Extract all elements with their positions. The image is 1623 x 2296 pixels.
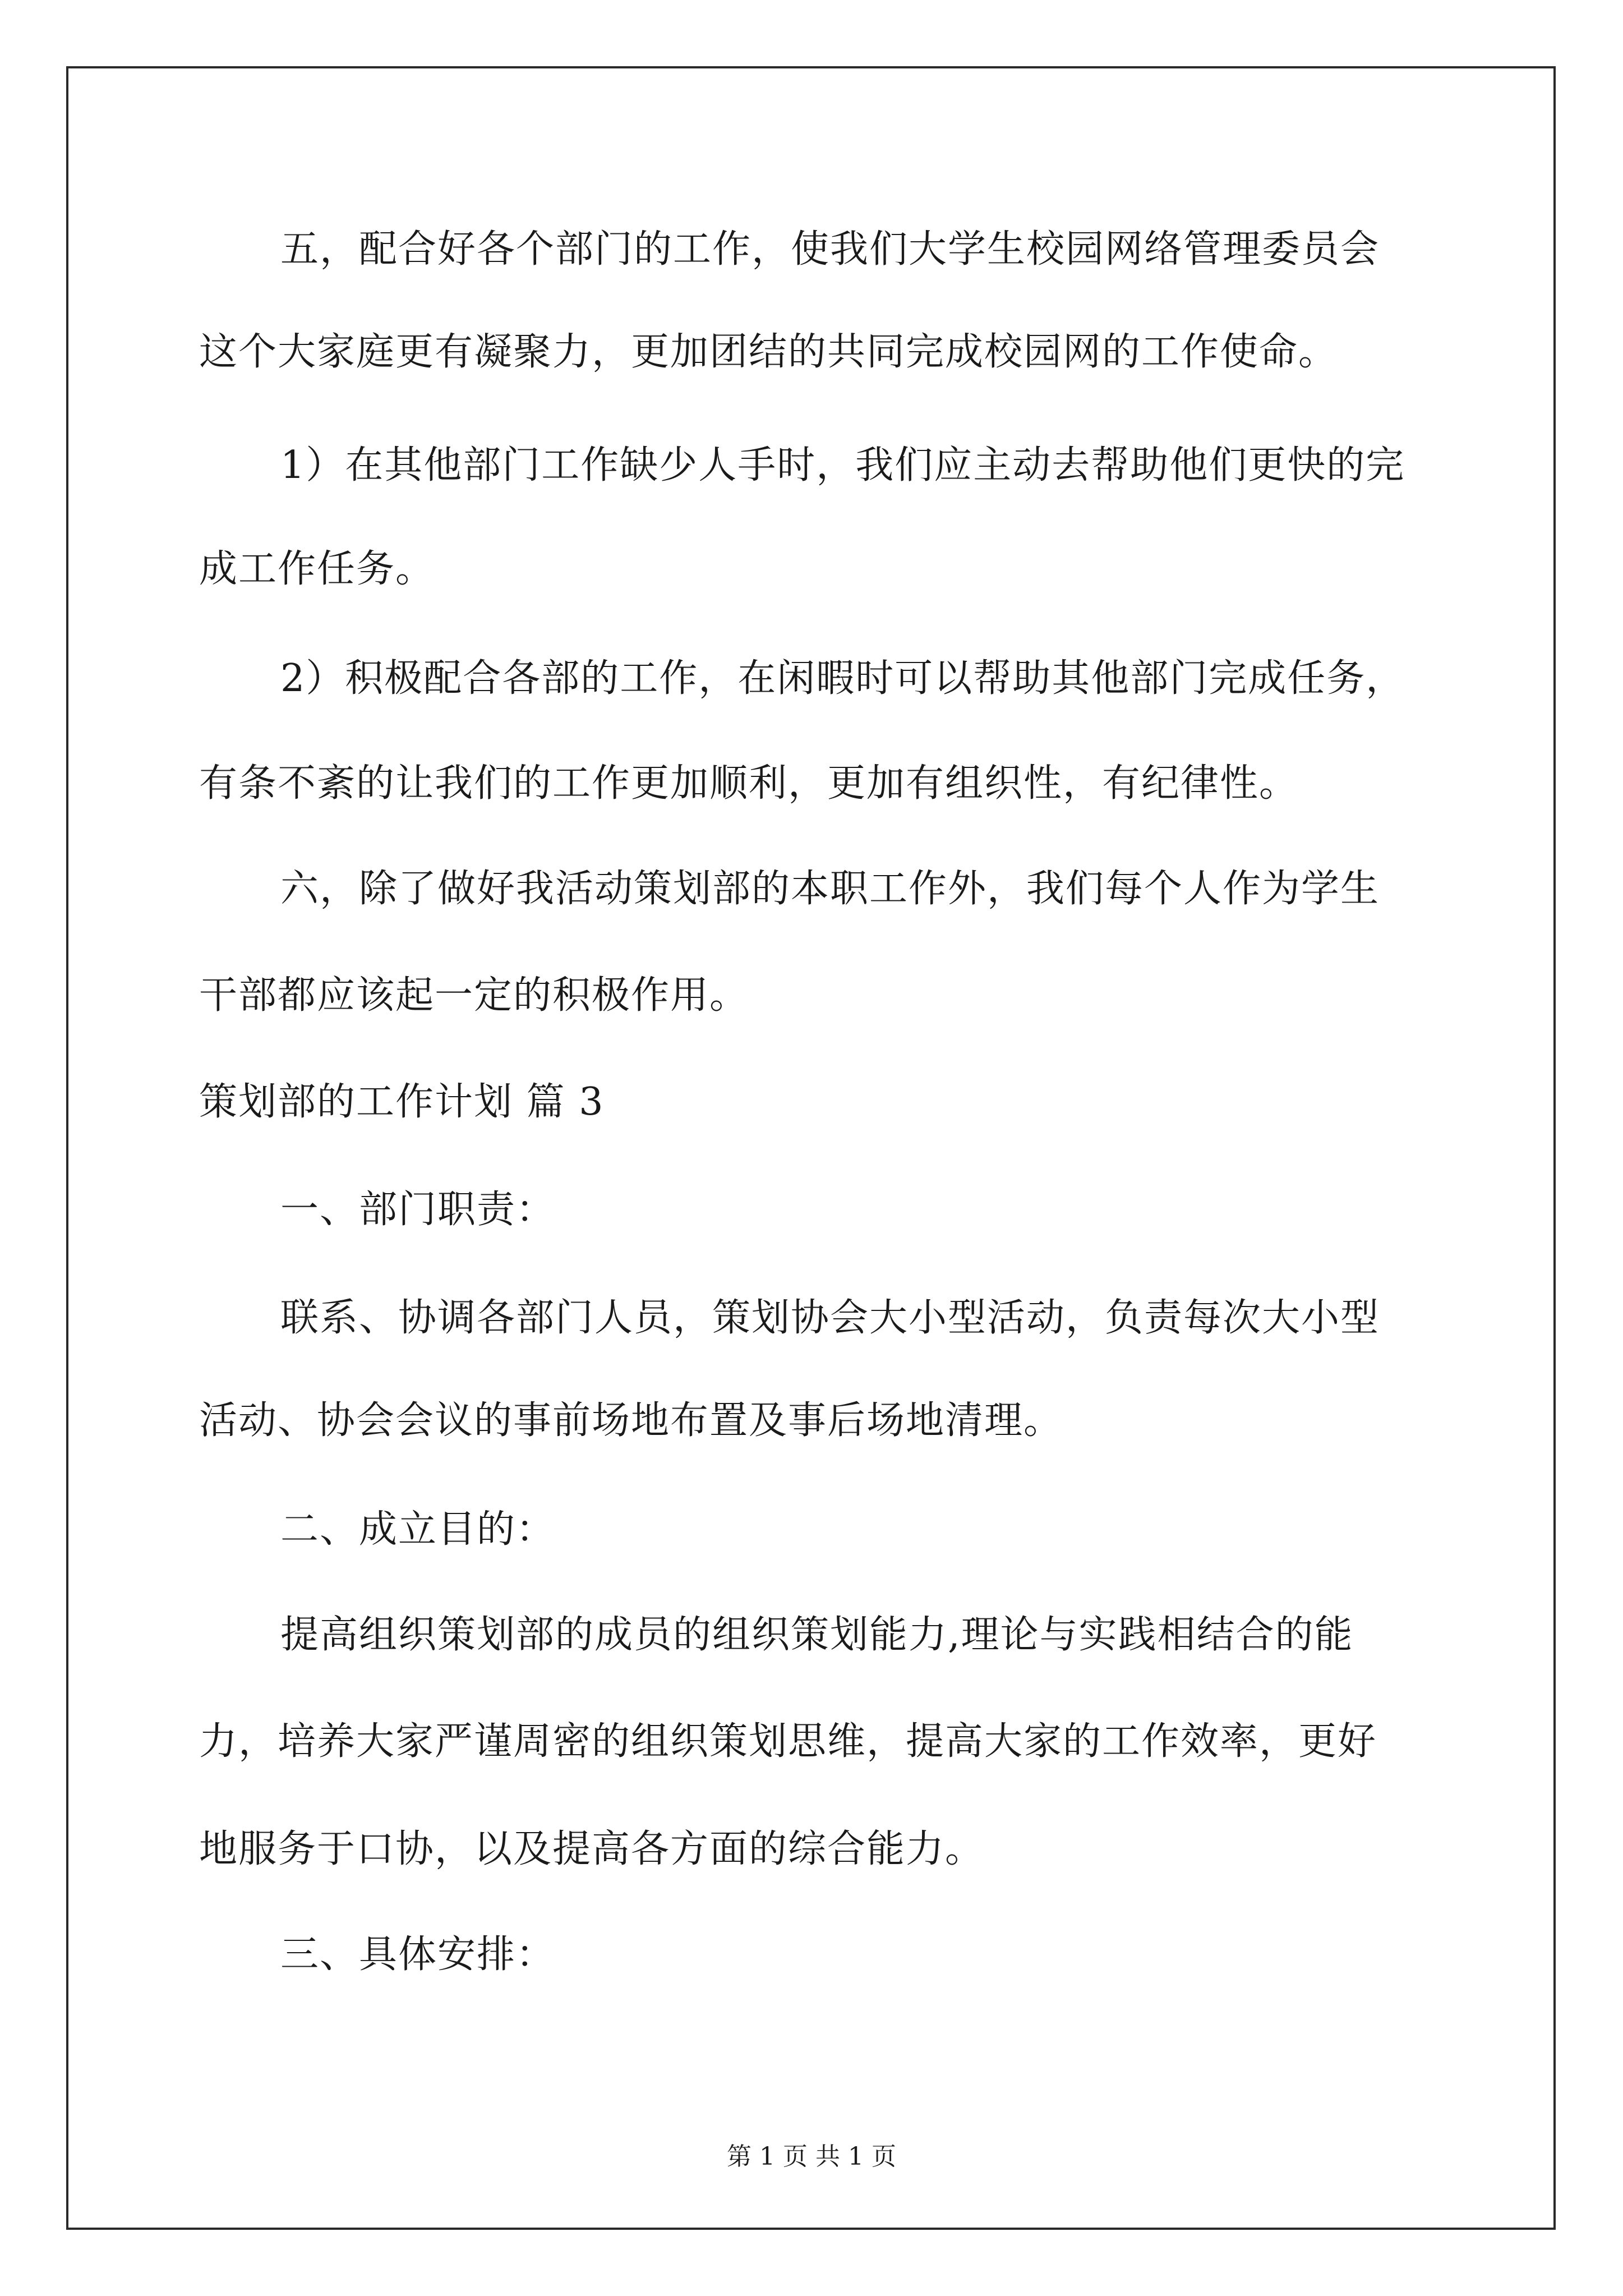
section-heading: 策划部的工作计划 篇 3 [199,1080,605,1124]
paragraph-line: 2）积极配合各部的工作，在闲暇时可以帮助其他部门完成任务， [280,656,1405,701]
page-border [66,66,1556,2230]
paragraph-line: 三、具体安排： [280,1932,556,1977]
paragraph-line: 提高组织策划部的成员的组织策划能力,理论与实践相结合的能 [280,1613,1354,1657]
paragraph-line: 1）在其他部门工作缺少人手时，我们应主动去帮助他们更快的完 [280,443,1405,487]
paragraph-line: 成工作任务。 [199,547,435,591]
paragraph-line: 干部都应该起一定的积极作用。 [199,973,749,1018]
paragraph-line: 六，除了做好我活动策划部的本职工作外，我们每个人作为学生 [280,867,1380,911]
paragraph-line: 这个大家庭更有凝聚力，更加团结的共同完成校园网的工作使命。 [199,330,1338,374]
paragraph-line: 地服务于口协，以及提高各方面的综合能力。 [199,1827,985,1871]
paragraph-line: 二、成立目的： [280,1507,556,1552]
paragraph-line: 一、部门职责： [280,1188,556,1232]
paragraph-line: 联系、协调各部门人员，策划协会大小型活动，负责每次大小型 [280,1296,1380,1340]
paragraph-line: 五，配合好各个部门的工作，使我们大学生校园网络管理委员会 [280,227,1380,272]
paragraph-line: 活动、协会会议的事前场地布置及事后场地清理。 [199,1398,1063,1443]
paragraph-line: 有条不紊的让我们的工作更加顺利，更加有组织性，有纪律性。 [199,761,1299,806]
paragraph-line: 力，培养大家严谨周密的组织策划思维，提高大家的工作效率，更好 [199,1719,1377,1764]
page-footer: 第 1 页 共 1 页 [727,2142,896,2171]
